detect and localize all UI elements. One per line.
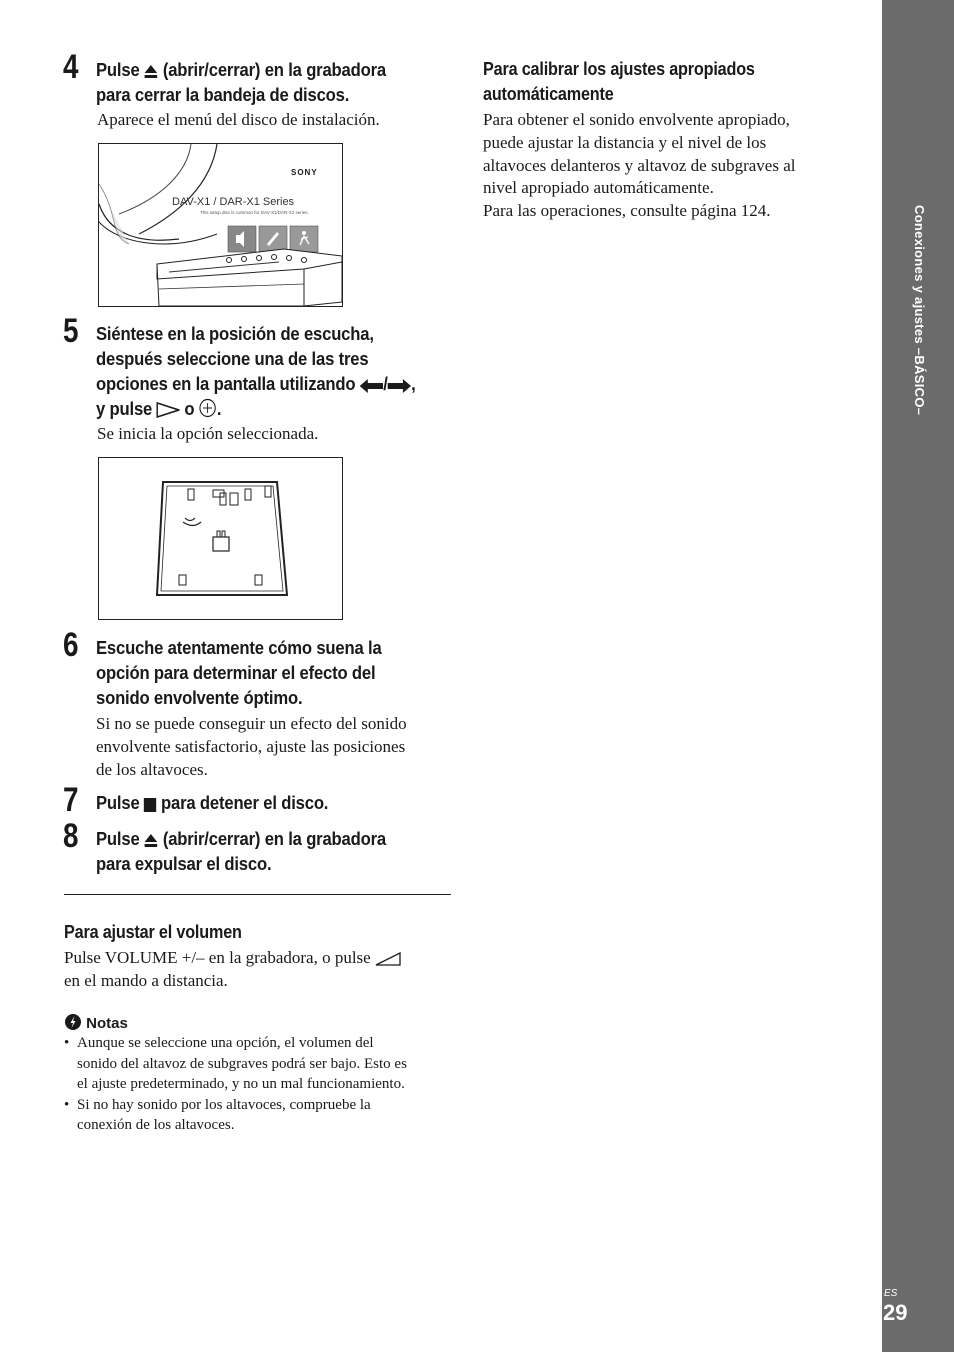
series-title: DAV-X1 / DAR-X1 Series	[172, 196, 295, 208]
step-heading: Pulse (abrir/cerrar) en la grabadora para cerrar la bandeja de discos.	[96, 59, 386, 105]
list-item: • Si no hay sonido por los altavoces, compruebe la conexión de los altavoces.	[64, 1096, 371, 1133]
section-divider	[64, 894, 451, 895]
page-number: 29	[883, 1300, 908, 1325]
step-heading: Pulse (abrir/cerrar) en la grabadora para expulsar el disco.	[96, 828, 386, 874]
notes-header: Notas	[64, 1013, 128, 1032]
calibrate-text: Para obtener el sonido envolvente apropiado, puede ajustar la distancia y el nivel de los altavoces delanteros y altavoz de subgraves al nivel apropiado automáticamente. Para las operaciones, consulte página 124.	[483, 110, 796, 221]
section-sidebar	[882, 0, 954, 1352]
step-description: Se inicia la opción seleccionada.	[97, 424, 319, 443]
play-icon	[157, 402, 180, 418]
brand-logo: SONY	[291, 168, 318, 177]
step-number: 8	[63, 817, 79, 855]
volume-icon	[375, 952, 401, 966]
step-number: 6	[63, 626, 79, 664]
stop-icon	[144, 798, 157, 812]
step-heading: Siéntese en la posición de escucha, después seleccione una de las tres opciones en la pantalla utilizando / , y pulse o .	[96, 323, 416, 419]
series-subtitle: This setup disc is common for DAV-X1/DAR-X1 series.	[200, 210, 309, 215]
step-heading: Escuche atentamente cómo suena la opción para determinar el efecto del sonido envolvente óptimo.	[96, 637, 382, 708]
step-description: Aparece el menú del disco de instalación.	[97, 110, 380, 129]
calibrate-heading: Para calibrar los ajustes apropiados automáticamente	[483, 59, 755, 104]
step-number: 7	[63, 781, 79, 819]
right-arrow-icon	[388, 379, 411, 393]
language-code: ES	[884, 1288, 898, 1299]
eject-icon	[144, 832, 158, 848]
setup-disc-menu-image	[98, 143, 343, 307]
step-number: 5	[63, 312, 79, 350]
speaker-layout-image	[98, 457, 343, 620]
list-item: • Aunque se seleccione una opción, el volumen del sonido del altavoz de subgraves podrá ser bajo. Esto es el ajuste predeterminado, y no un mal funcionamiento.	[64, 1035, 407, 1092]
enter-icon	[199, 398, 217, 418]
left-arrow-icon	[360, 379, 383, 393]
step-heading: Pulse para detener el disco.	[96, 792, 329, 813]
step-number: 4	[63, 48, 79, 86]
step-description: Si no se puede conseguir un efecto del sonido envolvente satisfactorio, ajuste las posiciones de los altavoces.	[96, 714, 407, 779]
volume-text: Pulse VOLUME +/– en la grabadora, o pulse en el mando a distancia.	[64, 947, 401, 993]
note-icon	[64, 1013, 82, 1031]
eject-icon	[144, 63, 158, 79]
volume-heading: Para ajustar el volumen	[64, 922, 242, 942]
notes-list	[64, 1033, 464, 1136]
section-tab-label: Conexiones y ajustes –BÁSICO–	[912, 205, 927, 416]
